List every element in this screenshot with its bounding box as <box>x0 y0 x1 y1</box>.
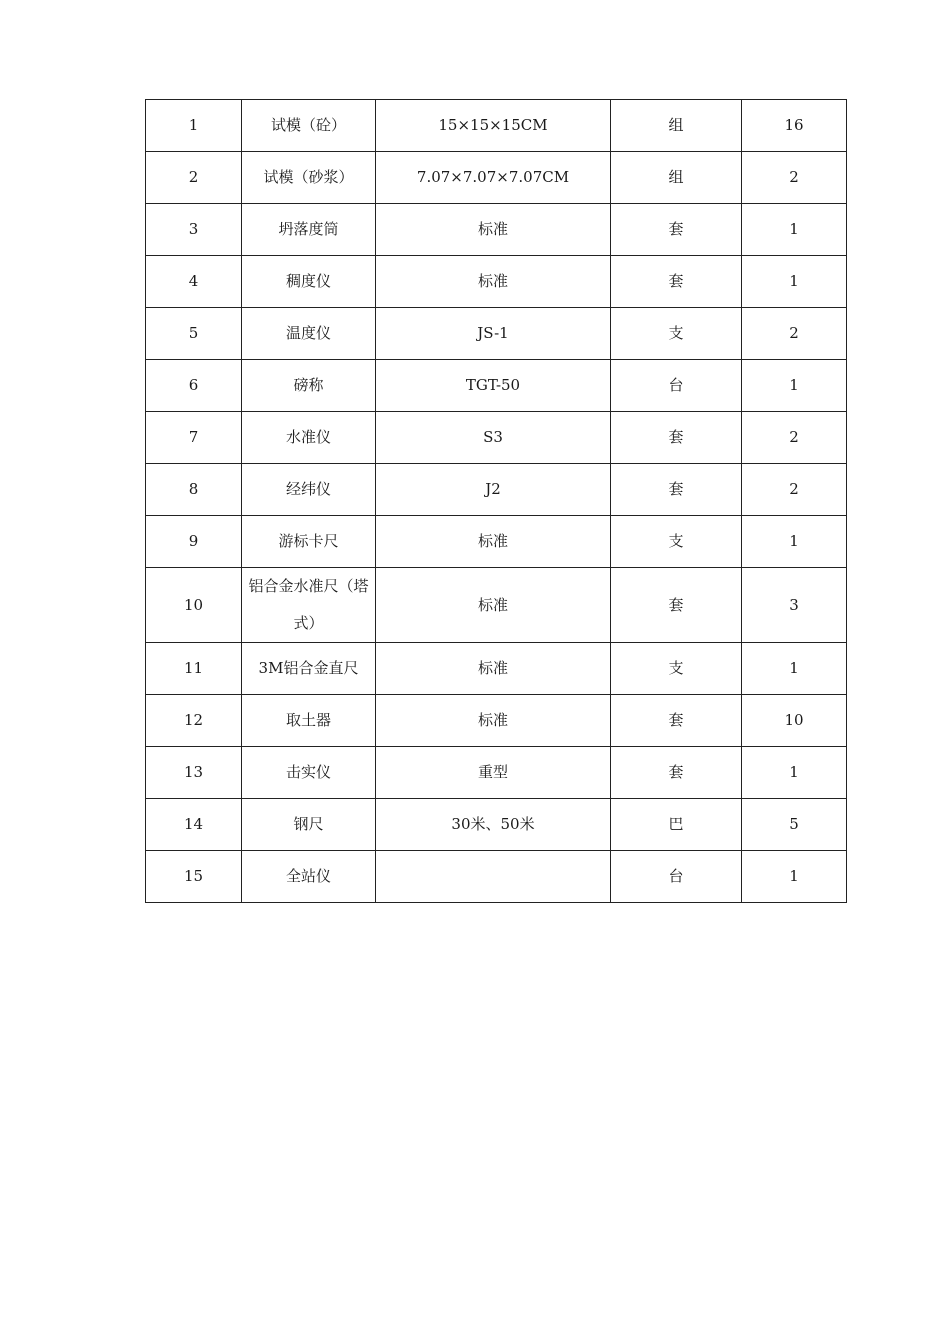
row-number-cell: 1 <box>146 100 242 152</box>
unit-cell: 套 <box>611 412 742 464</box>
specification-cell: J2 <box>376 464 611 516</box>
table-row <box>146 308 847 360</box>
row-number-cell: 12 <box>146 695 242 747</box>
quantity-cell: 1 <box>742 643 847 695</box>
specification-cell: 标准 <box>376 256 611 308</box>
quantity-cell: 2 <box>742 464 847 516</box>
equipment-name-cell: 经纬仪 <box>242 464 376 516</box>
quantity-cell: 1 <box>742 256 847 308</box>
specification-cell: TGT-50 <box>376 360 611 412</box>
specification-cell: 7.07×7.07×7.07CM <box>376 152 611 204</box>
equipment-name-cell: 稠度仪 <box>242 256 376 308</box>
specification-cell: 标准 <box>376 568 611 643</box>
unit-cell: 巴 <box>611 799 742 851</box>
equipment-name-cell: 磅称 <box>242 360 376 412</box>
row-number-cell: 13 <box>146 747 242 799</box>
specification-cell: 30米、50米 <box>376 799 611 851</box>
specification-cell: JS-1 <box>376 308 611 360</box>
unit-cell: 支 <box>611 308 742 360</box>
table-row <box>146 643 847 695</box>
row-number-cell: 11 <box>146 643 242 695</box>
quantity-cell: 2 <box>742 152 847 204</box>
table-row <box>146 204 847 256</box>
table-row <box>146 851 847 903</box>
equipment-name-cell: 游标卡尺 <box>242 516 376 568</box>
unit-cell: 台 <box>611 851 742 903</box>
unit-cell: 套 <box>611 568 742 643</box>
table-row <box>146 360 847 412</box>
table-row <box>146 695 847 747</box>
equipment-name-cell: 试模（砼） <box>242 100 376 152</box>
row-number-cell: 7 <box>146 412 242 464</box>
row-number-cell: 14 <box>146 799 242 851</box>
equipment-table <box>145 99 847 903</box>
unit-cell: 支 <box>611 516 742 568</box>
specification-cell: 重型 <box>376 747 611 799</box>
unit-cell: 套 <box>611 204 742 256</box>
equipment-name-cell: 试模（砂浆） <box>242 152 376 204</box>
table-row <box>146 412 847 464</box>
unit-cell: 台 <box>611 360 742 412</box>
quantity-cell: 1 <box>742 747 847 799</box>
quantity-cell: 1 <box>742 204 847 256</box>
row-number-cell: 4 <box>146 256 242 308</box>
equipment-name-cell: 水准仪 <box>242 412 376 464</box>
quantity-cell: 16 <box>742 100 847 152</box>
quantity-cell: 3 <box>742 568 847 643</box>
unit-cell: 支 <box>611 643 742 695</box>
row-number-cell: 8 <box>146 464 242 516</box>
specification-cell: S3 <box>376 412 611 464</box>
equipment-name-cell: 温度仪 <box>242 308 376 360</box>
table-row <box>146 568 847 643</box>
table-row <box>146 516 847 568</box>
quantity-cell: 10 <box>742 695 847 747</box>
unit-cell: 组 <box>611 152 742 204</box>
row-number-cell: 3 <box>146 204 242 256</box>
specification-cell: 标准 <box>376 204 611 256</box>
equipment-name-cell: 击实仪 <box>242 747 376 799</box>
table-row <box>146 100 847 152</box>
equipment-name-cell: 3M铝合金直尺 <box>242 643 376 695</box>
specification-cell: 标准 <box>376 643 611 695</box>
equipment-name-cell: 铝合金水准尺（塔式） <box>242 568 376 643</box>
table-row <box>146 799 847 851</box>
quantity-cell: 5 <box>742 799 847 851</box>
equipment-name-cell: 取土器 <box>242 695 376 747</box>
equipment-name-cell: 钢尺 <box>242 799 376 851</box>
row-number-cell: 9 <box>146 516 242 568</box>
specification-cell: 标准 <box>376 695 611 747</box>
table-row <box>146 747 847 799</box>
row-number-cell: 2 <box>146 152 242 204</box>
unit-cell: 套 <box>611 256 742 308</box>
equipment-name-cell: 全站仪 <box>242 851 376 903</box>
specification-cell: 15×15×15CM <box>376 100 611 152</box>
unit-cell: 套 <box>611 695 742 747</box>
table-row <box>146 464 847 516</box>
quantity-cell: 1 <box>742 516 847 568</box>
equipment-name-cell: 坍落度筒 <box>242 204 376 256</box>
unit-cell: 套 <box>611 464 742 516</box>
row-number-cell: 15 <box>146 851 242 903</box>
row-number-cell: 6 <box>146 360 242 412</box>
quantity-cell: 2 <box>742 308 847 360</box>
specification-cell: 标准 <box>376 516 611 568</box>
table-row <box>146 152 847 204</box>
row-number-cell: 5 <box>146 308 242 360</box>
unit-cell: 套 <box>611 747 742 799</box>
quantity-cell: 1 <box>742 851 847 903</box>
row-number-cell: 10 <box>146 568 242 643</box>
unit-cell: 组 <box>611 100 742 152</box>
quantity-cell: 1 <box>742 360 847 412</box>
table-row <box>146 256 847 308</box>
quantity-cell: 2 <box>742 412 847 464</box>
specification-cell <box>376 851 611 903</box>
table-body <box>146 100 847 903</box>
